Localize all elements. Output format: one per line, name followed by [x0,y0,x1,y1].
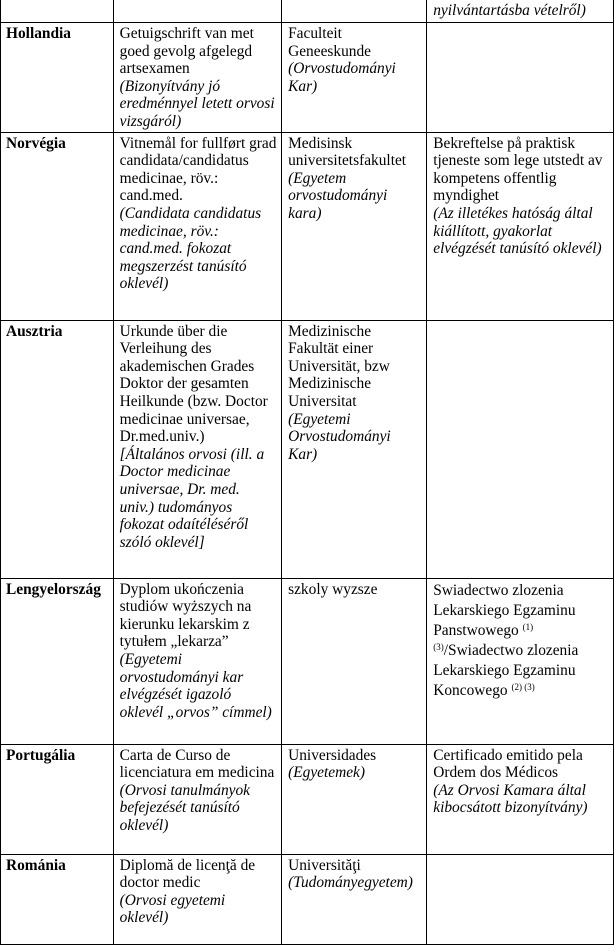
certificate-cell [113,854,281,944]
footnote-ref-1: (1) (3) [433,621,534,652]
extra-translation: (Az Orvosi Kamara által kibocsátott bizonyítvány) [433,781,588,817]
table-row-norvegia [1,132,614,320]
certificate-original: Carta de Curso de licenciatura em medicina [119,746,275,782]
table-row-hollandia [1,23,614,133]
certificate-translation: (Orvosi egyetemi oklevél) [119,891,226,927]
extra-certificate-cell [427,132,614,320]
country-cell: Portugália [1,744,114,854]
country-cell: Hollandia [1,23,114,133]
extra-original: Bekreftelse på praktisk tjeneste som lege utstedt av kompetens offentlig myndighet [433,134,603,205]
table-row-partial [1,0,614,23]
awarding-body-cell [282,0,427,23]
certificate-cell [113,132,281,320]
certificate-original: Getuigschrift van met goed gevolg afgelegd artsexamen [119,25,254,78]
awarding-body-translation: (Orvostudományi Kar) [288,60,396,95]
certificate-original: Diplomă de licenţă de doctor medic [119,856,256,892]
certificate-translation: (Orvosi tanulmányok befejezését tanúsító oklevél) [119,781,251,834]
awarding-body-original: szkoly wyzsze [288,580,378,598]
extra-translation: (Az illetékes hatóság által kiállított, gyakorlat elvégzését tanúsító oklevél) [433,204,602,258]
country-cell: Norvégia [1,132,114,320]
extra-translation: nyilvántartásba vételről) [433,2,586,19]
extra-certificate-cell [427,854,614,944]
certificate-cell [113,320,281,578]
certificate-original: Dyplom ukończenia studiów wyższych na kierunku lekarskim z tytułem „lekarza” [119,580,252,651]
awarding-body-original: Faculteit Geneeskunde [288,25,372,60]
extra-certificate-cell [427,744,614,854]
extra-certificate-cell [427,320,614,578]
certificate-cell [113,744,281,854]
certificate-cell [113,578,281,744]
awarding-body-cell [282,23,427,133]
table-row-ausztria [1,320,614,578]
awarding-body-translation: (Egyetemi Orvostudományi Kar) [288,410,391,463]
awarding-body-translation: (Egyetemek) [288,764,366,782]
certificate-translation: (Bizonyítvány jó eredménnyel letett orvosi vizsgáról) [119,77,275,130]
awarding-body-original: Universităţi [288,856,361,874]
awarding-body-cell [282,320,427,578]
awarding-body-cell [282,132,427,320]
table-row-romania [1,854,614,944]
certificate-cell [113,0,281,23]
country-cell [1,0,114,23]
country-cell: Ausztria [1,320,114,578]
certificate-original: Urkunde über die Verleihung des akademischen Grades Doktor der gesamten Heilkunde (bzw. Doctor medicinae universae, Dr.med.univ.) [119,322,268,446]
awarding-body-cell [282,578,427,744]
awarding-body-translation: (Tudományegyetem) [288,874,413,892]
certificate-original: Vitnemål for fullført grad candidata/candidatus medicinae, röv.: cand.med. [119,134,277,205]
certificate-cell [113,23,281,133]
certificate-translation: (Candidata candidatus medicinae, röv.: cand.med. fokozat megszerzést tanúsító oklevél) [119,204,262,293]
awarding-body-original: Universidades [288,746,377,764]
awarding-body-cell [282,744,427,854]
awarding-body-original: Medisinsk universitetsfakultet [288,134,407,170]
awarding-body-translation: (Egyetem orvostudományi kara) [288,169,388,222]
country-cell: Románia [1,854,114,944]
extra-original: Certificado emitido pela Ordem dos Médicos [433,746,583,782]
extra-original-part2: /Swiadectwo zlozenia Lekarskiego Egzaminu Koncowego [433,641,579,699]
extra-original-part1: Swiadectwo zlozenia Lekarskiego Egzaminu Panstwowego [433,581,576,639]
extra-certificate-cell [427,0,614,23]
table-row-lengyelorszag [1,578,614,744]
certificate-translation: [Általános orvosi (ill. a Doctor medicinae universae, Dr. med. univ.) tudományos fokozat odaítéléséről szóló oklevél] [119,445,265,551]
extra-certificate-cell [427,578,614,744]
extra-certificate-cell [427,23,614,133]
awarding-body-original: Medizinische Fakultät einer Universität, bzw Medizinische Universitat [288,322,390,410]
footnote-ref-2: (2) (3) [511,681,535,692]
certificate-translation: (Egyetemi orvostudományi kar elvégzését igazoló oklevél „orvos” címmel) [119,650,272,721]
awarding-body-cell [282,854,427,944]
country-cell: Lengyelország [1,578,114,744]
table-row-portugalia [1,744,614,854]
